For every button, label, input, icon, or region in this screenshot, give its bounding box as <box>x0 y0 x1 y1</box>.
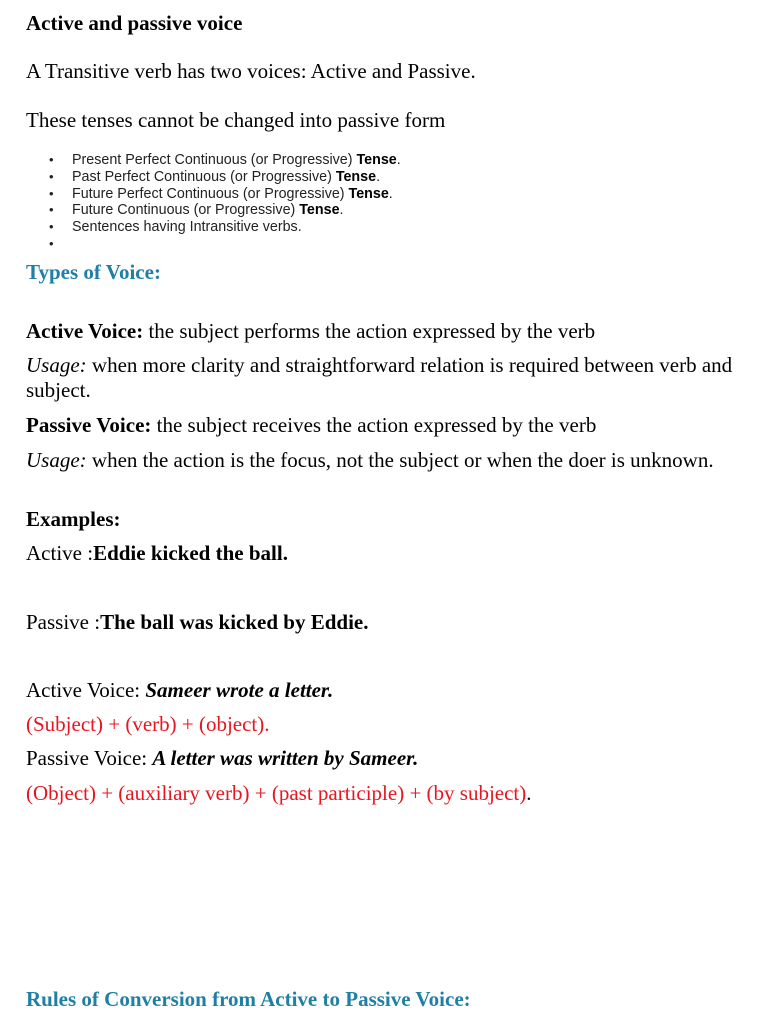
list-item: • Future Perfect Continuous (or Progressive) Tense. <box>49 185 393 202</box>
formula-active: (Subject) + (verb) + (object). <box>26 712 270 736</box>
bullet-icon: • <box>49 235 54 251</box>
rules-of-conversion-heading: Rules of Conversion from Active to Passive Voice: <box>26 987 471 1011</box>
bullet-icon: • <box>49 202 54 218</box>
list-item: • Past Perfect Continuous (or Progressive) Tense. <box>49 168 381 185</box>
bullet-icon: • <box>49 185 54 201</box>
active-voice-definition: Active Voice: the subject performs the action expressed by the verb <box>26 319 596 343</box>
document-title: Active and passive voice <box>26 11 243 35</box>
example-active-letter: Active Voice: Sameer wrote a letter. <box>26 678 334 702</box>
formula-passive: (Object) + (auxiliary verb) + (past participle) + (by subject). <box>26 781 532 805</box>
intro-paragraph: A Transitive verb has two voices: Active and Passive. <box>26 59 476 83</box>
example-passive-letter: Passive Voice: A letter was written by Sameer. <box>26 746 419 770</box>
list-item: • Future Continuous (or Progressive) Tense. <box>49 202 344 219</box>
bullet-icon: • <box>49 152 54 167</box>
tense-list <box>26 152 401 253</box>
examples-heading: Examples: <box>26 507 121 531</box>
list-item: • Present Perfect Continuous (or Progressive) Tense. <box>49 152 401 168</box>
tenses-intro-paragraph: These tenses cannot be changed into passive form <box>26 108 446 132</box>
passive-voice-definition: Passive Voice: the subject receives the action expressed by the verb <box>26 413 597 437</box>
example-active-ball: Active :Eddie kicked the ball. <box>26 541 288 565</box>
bullet-icon: • <box>49 219 54 235</box>
bullet-icon: • <box>49 168 54 184</box>
example-passive-ball: Passive :The ball was kicked by Eddie. <box>26 610 369 634</box>
passive-voice-usage: Usage: when the action is the focus, not the subject or when the doer is unknown. <box>26 448 714 472</box>
active-voice-usage: Usage: when more clarity and straightforward relation is required between verb and subject. <box>26 353 733 402</box>
list-item <box>49 235 401 253</box>
types-of-voice-heading: Types of Voice: <box>26 260 161 284</box>
list-item: • Sentences having Intransitive verbs. <box>49 219 302 236</box>
